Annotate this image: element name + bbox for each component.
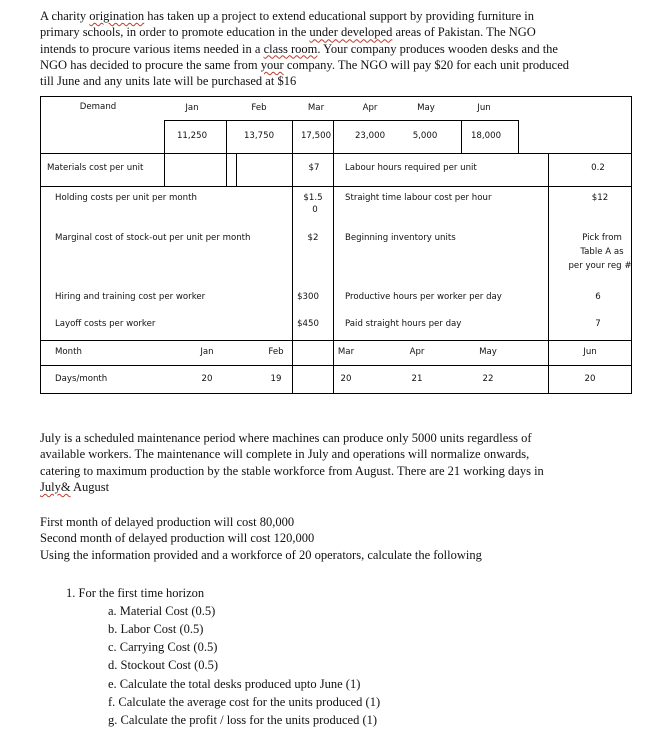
holding-cost-label: Holding costs per unit per month [55,193,197,203]
holding-cost-value-digit: 0 [312,205,318,215]
stockout-cost-label: Marginal cost of stock-out per unit per month [55,233,251,243]
month-label: Month [55,347,82,357]
holding-cost-value: $1.5 [303,193,323,203]
beginning-inventory-value-line1: Pick from [582,233,622,243]
productive-hours-value: 6 [595,292,601,302]
beginning-inventory-value-line2: Table A as [580,247,624,257]
table-divider [236,153,237,186]
month-mar: Mar [337,347,355,357]
demand-value-apr: 23,000 [354,131,386,141]
questions-heading: 1. For the first time horizon [66,586,205,600]
intro-line-1: A charity origination has taken up a project to extend educational support by providing furniture in [40,9,534,23]
delay-paragraph [40,514,632,563]
table-divider [518,120,519,153]
month-header-mar: Mar [307,103,325,113]
month-header-may: May [417,103,435,113]
table-rule [40,186,632,187]
question-item: b. Labor Cost (0.5) [108,622,204,636]
maintenance-line-1: July is a scheduled maintenance period where machines can produce only 5000 units regardless of [40,431,532,445]
labour-hours-value: 0.2 [591,163,605,173]
materials-cost-label: Materials cost per unit [47,163,144,173]
demand-value-may: 5,000 [412,131,438,141]
intro-line-3: intends to procure various items needed in a class room. Your company produces wooden desks and the [40,41,558,56]
month-apr: Apr [409,347,425,357]
intro-line-4: NGO has decided to procure the same from your company. The NGO will pay $20 for each unit produced [40,57,570,72]
demand-value-jan: 11,250 [176,131,208,141]
month-jan: Jan [200,347,214,357]
question-item: d. Stockout Cost (0.5) [108,658,219,672]
layoff-cost-value: $450 [297,319,319,329]
straight-time-value: $12 [591,193,609,203]
table-rule [40,340,632,341]
question-item: c. Carrying Cost (0.5) [108,640,218,654]
days-mar: 20 [340,374,352,384]
month-header-jun: Jun [477,103,491,113]
table-divider [226,120,227,186]
maintenance-line-3: catering to maximum production by the stable workforce from August. There are 21 working days in [40,463,544,478]
days-jan: 20 [201,374,213,384]
table-top-border [40,96,632,97]
paid-hours-label: Paid straight hours per day [345,319,462,329]
demand-value-feb: 13,750 [243,131,275,141]
beginning-inventory-value-line3: per your reg # [568,261,632,271]
question-item: a. Material Cost (0.5) [108,604,216,618]
materials-cost-value: $7 [308,163,320,173]
days-feb: 19 [270,374,282,384]
month-may: May [479,347,497,357]
days-label: Days/month [55,374,108,384]
hiring-cost-value: $300 [297,292,319,302]
delay-line-1: First month of delayed production will cost 80,000 [40,515,295,529]
table-left-border [40,96,41,393]
demand-value-mar: 17,500 [300,131,332,141]
labour-hours-label: Labour hours required per unit [345,163,477,173]
table-divider [548,153,549,393]
table-rule [164,120,518,121]
table-rule [40,365,632,366]
beginning-inventory-label: Beginning inventory units [345,233,456,243]
days-apr: 21 [411,374,423,384]
month-header-jan: Jan [185,103,199,113]
intro-line-5: till June and any units late will be purchased at $16 [40,74,297,89]
question-item: e. Calculate the total desks produced upto June (1) [108,677,361,691]
table-right-border [631,96,632,393]
table-divider [333,120,334,393]
maintenance-line-2: available workers. The maintenance will complete in July and operations will normalize onwards, [40,447,530,462]
maintenance-paragraph [40,430,632,495]
table-bottom-border [40,393,632,394]
month-header-feb: Feb [251,103,267,113]
intro-line-2: primary schools, in order to promote education in the under developed areas of Pakistan. The NGO [40,25,536,40]
question-item: g. Calculate the profit / loss for the units produced (1) [108,713,378,727]
maintenance-line-4: July& August [40,479,110,494]
month-feb: Feb [268,347,284,357]
table-divider [164,120,165,186]
hiring-cost-label: Hiring and training cost per worker [55,292,206,302]
days-may: 22 [482,374,494,384]
days-jun: 20 [584,374,596,384]
delay-line-3: Using the information provided and a workforce of 20 operators, calculate the following [40,547,482,562]
month-jun: Jun [583,347,597,357]
intro-paragraph [40,8,632,89]
demand-value-jun: 18,000 [470,131,502,141]
question-item: f. Calculate the average cost for the units produced (1) [108,695,381,709]
demand-label: Demand [79,102,117,112]
delay-line-2: Second month of delayed production will cost 120,000 [40,531,315,546]
straight-time-label: Straight time labour cost per hour [345,193,492,203]
table-divider [292,120,293,393]
layoff-cost-label: Layoff costs per worker [55,319,156,329]
stockout-cost-value: $2 [307,233,319,243]
month-header-apr: Apr [362,103,378,113]
productive-hours-label: Productive hours per worker per day [345,292,502,302]
table-rule [40,153,632,154]
table-divider [461,120,462,153]
paid-hours-value: 7 [595,319,601,329]
